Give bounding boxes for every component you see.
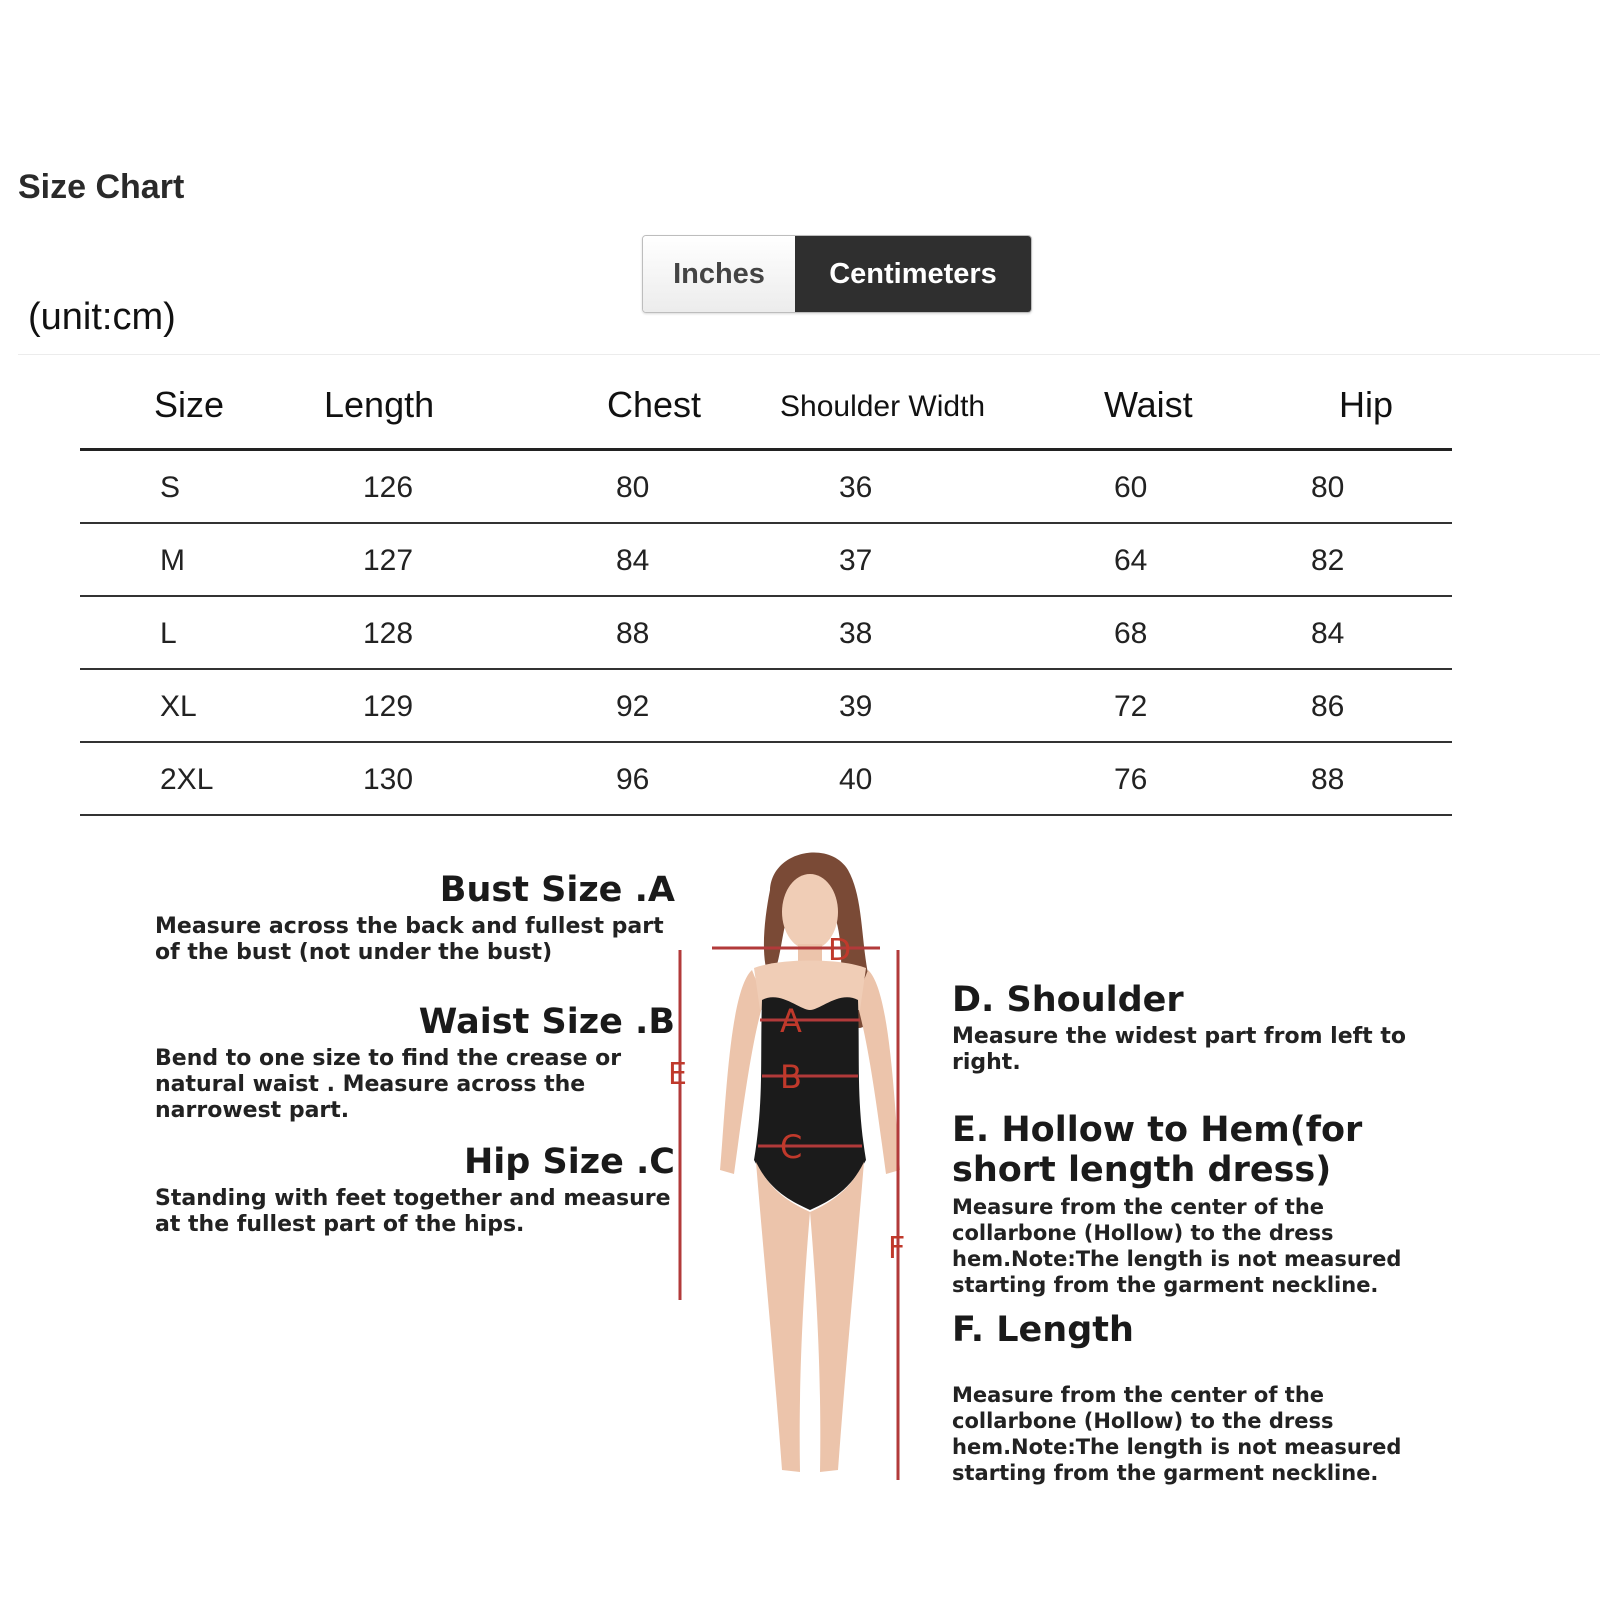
bust-guide	[155, 870, 675, 966]
table-row	[80, 451, 1452, 524]
cell-chest: 96	[616, 763, 650, 796]
waist-text: Bend to one size to find the crease or natural waist . Measure across the narrowest part.	[155, 1046, 622, 1123]
length-text: Measure from the center of the collarbone (Hollow) to the dress hem.Note:The length is not measured starting from the garment neckline.	[952, 1383, 1402, 1485]
table-header	[80, 370, 1452, 451]
unit-note: (unit:cm)	[28, 296, 176, 338]
cell-chest: 84	[616, 544, 650, 577]
cell-chest: 88	[616, 617, 650, 650]
cell-shoulder-width: 36	[839, 471, 873, 504]
shoulder-text: Measure the widest part from left to right.	[952, 1024, 1406, 1075]
waist-title: Waist Size .B	[418, 1002, 675, 1042]
cell-length: 129	[363, 690, 414, 723]
shoulder-guide	[952, 980, 1452, 1076]
cell-waist: 76	[1114, 763, 1148, 796]
column-header-chest: Chest	[607, 384, 702, 425]
bust-text: Measure across the back and fullest part of the bust (not under the bust)	[155, 914, 664, 965]
centimeters-button[interactable]: Centimeters	[795, 236, 1031, 312]
column-header-length: Length	[324, 384, 435, 425]
page-title: Size Chart	[18, 168, 185, 206]
cell-shoulder-width: 37	[839, 544, 873, 577]
marker-b: B	[780, 1058, 802, 1096]
cell-hip: 80	[1311, 471, 1345, 504]
figure-right-leg	[810, 1162, 864, 1472]
cell-size: L	[160, 617, 177, 650]
cell-shoulder-width: 40	[839, 763, 873, 796]
body-measurement-figure	[660, 840, 960, 1520]
size-table	[80, 370, 1452, 816]
cell-shoulder-width: 38	[839, 617, 873, 650]
cell-hip: 86	[1311, 690, 1345, 723]
marker-c: C	[780, 1128, 803, 1166]
table-row	[80, 670, 1452, 743]
unit-toggle	[642, 235, 1032, 313]
hip-title: Hip Size .C	[463, 1142, 675, 1182]
divider	[18, 354, 1600, 355]
table-row	[80, 597, 1452, 670]
cell-hip: 82	[1311, 544, 1345, 577]
cell-waist: 60	[1114, 471, 1148, 504]
cell-chest: 92	[616, 690, 650, 723]
cell-size: M	[160, 544, 185, 577]
cell-waist: 64	[1114, 544, 1148, 577]
cell-hip: 88	[1311, 763, 1345, 796]
hollow-text: Measure from the center of the collarbone (Hollow) to the dress hem.Note:The length is not measured starting from the garment neckline.	[952, 1195, 1402, 1297]
hollow-title: E. Hollow to Hem(for short length dress)	[952, 1110, 1363, 1190]
cell-chest: 80	[616, 471, 650, 504]
figure-left-leg	[756, 1162, 810, 1472]
cell-size: S	[160, 471, 181, 504]
length-title: F. Length	[952, 1310, 1134, 1350]
cell-waist: 72	[1114, 690, 1148, 723]
cell-waist: 68	[1114, 617, 1148, 650]
cell-length: 127	[363, 544, 414, 577]
inches-button[interactable]: Inches	[643, 236, 795, 312]
figure-bodysuit	[754, 997, 866, 1210]
cell-size: 2XL	[160, 763, 214, 796]
column-header-hip: Hip	[1339, 384, 1394, 425]
marker-f: F	[888, 1231, 906, 1266]
bust-title: Bust Size .A	[439, 870, 675, 910]
length-guide	[952, 1310, 1452, 1486]
marker-a: A	[780, 1002, 802, 1040]
column-header-waist: Waist	[1104, 384, 1193, 425]
hollow-guide	[952, 1110, 1452, 1298]
column-header-shoulder-width: Shoulder Width	[780, 390, 986, 423]
table-row	[80, 524, 1452, 597]
column-header-size: Size	[154, 384, 225, 425]
cell-hip: 84	[1311, 617, 1345, 650]
marker-e: E	[668, 1057, 687, 1092]
table-body	[80, 451, 1452, 816]
cell-size: XL	[160, 690, 197, 723]
table-row	[80, 743, 1452, 816]
cell-length: 126	[363, 471, 414, 504]
marker-d: D	[828, 933, 852, 968]
cell-length: 128	[363, 617, 414, 650]
hip-guide	[155, 1142, 675, 1238]
cell-shoulder-width: 39	[839, 690, 873, 723]
shoulder-title: D. Shoulder	[952, 980, 1184, 1020]
cell-length: 130	[363, 763, 414, 796]
hip-text: Standing with feet together and measure at the fullest part of the hips.	[155, 1186, 671, 1237]
waist-guide	[155, 1002, 675, 1124]
